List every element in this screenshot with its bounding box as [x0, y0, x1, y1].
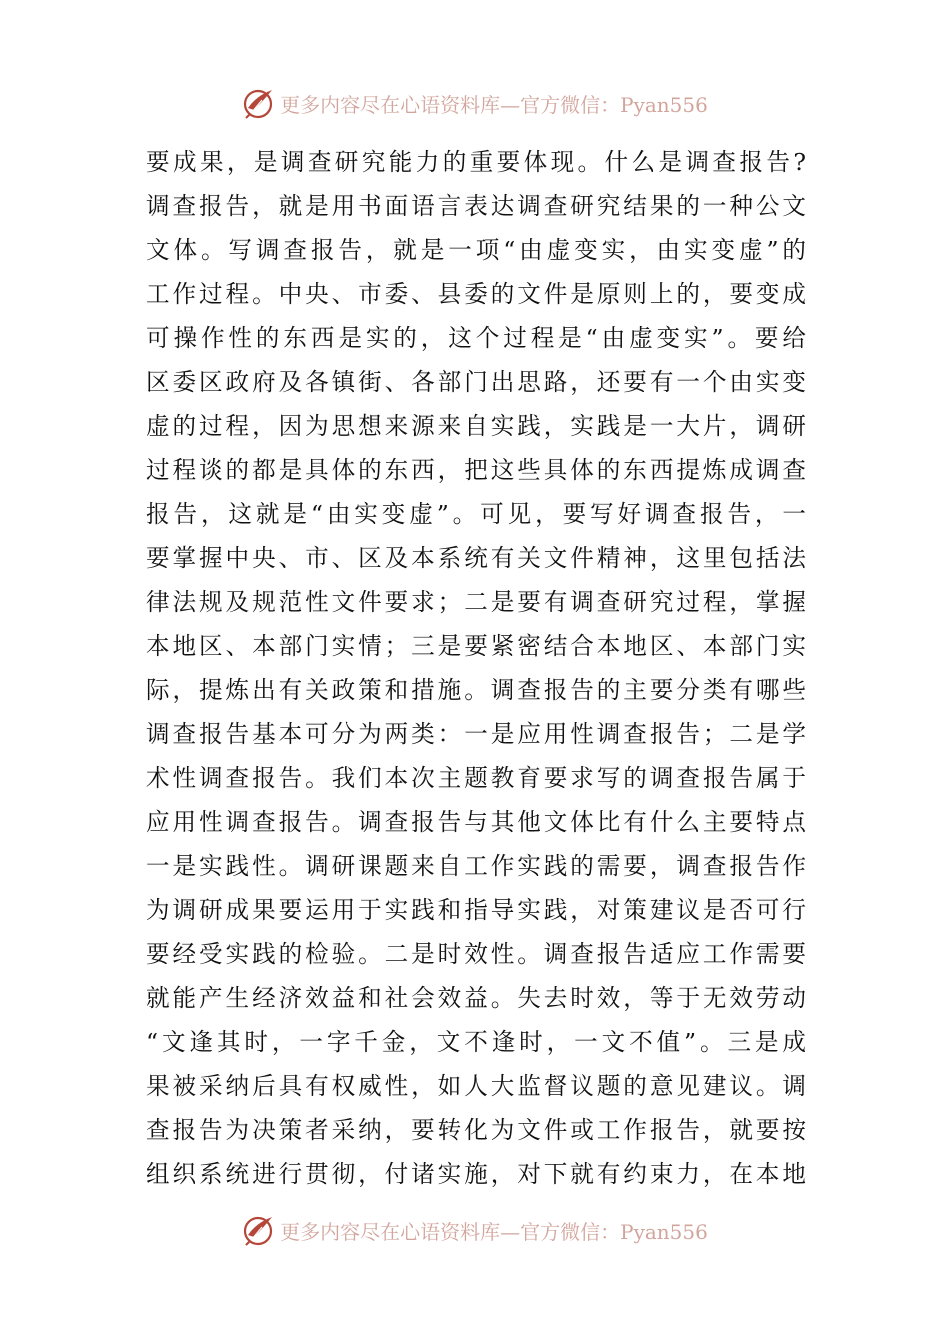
body-text-line: 工作过程。中央、市委、县委的文件是原则上的，要变成 — [146, 280, 806, 308]
body-text-line: 调查报告基本可分为两类：一是应用性调查报告；二是学 — [146, 720, 806, 748]
footer-banner-text: 更多内容尽在心语资料库—官方微信：Pyan556 — [280, 1219, 708, 1244]
quill-logo-icon — [242, 1213, 276, 1247]
body-text-line: “文逢其时，一字千金，文不逢时，一文不值”。三是成 — [146, 1028, 806, 1056]
footer-banner — [0, 1210, 950, 1250]
body-text-line: 应用性调查报告。调查报告与其他文体比有什么主要特点 — [146, 808, 806, 836]
body-text-line: 要掌握中央、市、区及本系统有关文件精神，这里包括法 — [146, 544, 806, 572]
body-text-line: 一是实践性。调研课题来自工作实践的需要，调查报告作 — [146, 852, 806, 880]
body-text-line: 报告，这就是“由实变虚”。可见，要写好调查报告，一 — [146, 500, 806, 528]
body-text-line: 查报告为决策者采纳，要转化为文件或工作报告，就要按 — [146, 1116, 806, 1144]
body-text-line: 可操作性的东西是实的，这个过程是“由虚变实”。要给 — [146, 324, 806, 352]
body-text-line: 组织系统进行贯彻，付诸实施，对下就有约束力，在本地 — [146, 1160, 806, 1188]
body-text-line: 要成果，是调查研究能力的重要体现。什么是调查报告? — [146, 148, 806, 176]
header-banner — [0, 83, 950, 123]
body-text-line: 为调研成果要运用于实践和指导实践，对策建议是否可行 — [146, 896, 806, 924]
body-text-line: 文体。写调查报告，就是一项“由虚变实，由实变虚”的 — [146, 236, 806, 264]
body-text-line: 调查报告，就是用书面语言表达调查研究结果的一种公文 — [146, 192, 806, 220]
body-text-line: 要经受实践的检验。二是时效性。调查报告适应工作需要 — [146, 940, 806, 968]
body-text-line: 际，提炼出有关政策和措施。调查报告的主要分类有哪些 — [146, 676, 806, 704]
body-text-line: 果被采纳后具有权威性，如人大监督议题的意见建议。调 — [146, 1072, 806, 1100]
body-text-line: 律法规及规范性文件要求；二是要有调查研究过程，掌握 — [146, 588, 806, 616]
document-body — [146, 140, 806, 1196]
header-banner-text: 更多内容尽在心语资料库—官方微信：Pyan556 — [280, 92, 708, 117]
body-text-line: 虚的过程，因为思想来源来自实践，实践是一大片，调研 — [146, 412, 806, 440]
body-text-line: 区委区政府及各镇街、各部门出思路，还要有一个由实变 — [146, 368, 806, 396]
body-text-line: 过程谈的都是具体的东西，把这些具体的东西提炼成调查 — [146, 456, 806, 484]
body-text-line: 术性调查报告。我们本次主题教育要求写的调查报告属于 — [146, 764, 806, 792]
body-text-line: 本地区、本部门实情；三是要紧密结合本地区、本部门实 — [146, 632, 806, 660]
quill-logo-icon — [242, 86, 276, 120]
body-text-line: 就能产生经济效益和社会效益。失去时效，等于无效劳动 — [146, 984, 806, 1012]
